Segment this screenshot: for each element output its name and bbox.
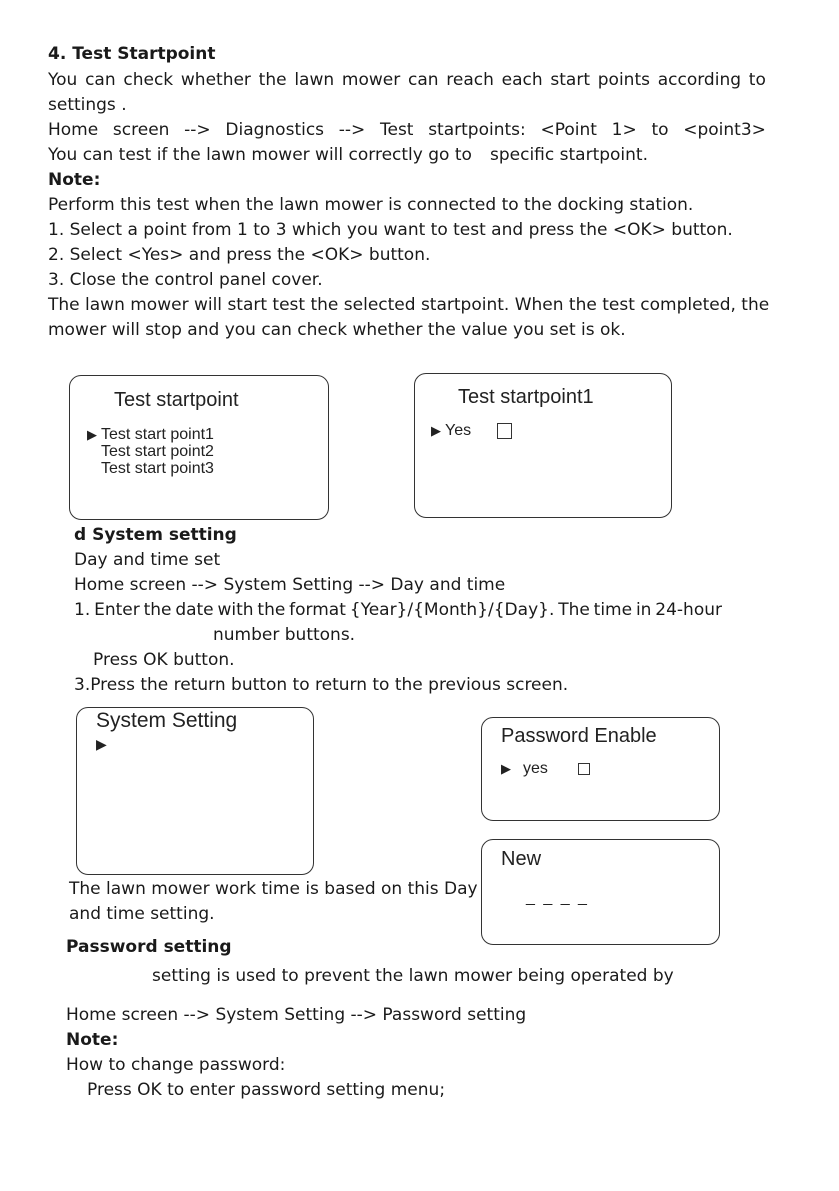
word: points <box>597 70 650 90</box>
new-password-panel <box>481 839 720 945</box>
step1-line <box>74 598 722 623</box>
menu-item-start-point2[interactable]: Test start point2 <box>101 443 214 460</box>
word: lawn <box>294 70 335 90</box>
worktime-line-2: and time setting. <box>69 904 215 924</box>
option-yes[interactable]: yes <box>523 760 548 777</box>
word: each <box>501 70 543 90</box>
word: The <box>558 600 590 620</box>
intro-line-2: settings . <box>48 95 127 115</box>
menu-item-start-point3[interactable]: Test start point3 <box>101 460 214 477</box>
path-part: Diagnostics <box>225 120 325 140</box>
yes-checkbox[interactable] <box>578 763 590 775</box>
word: with <box>217 600 254 620</box>
press-ok-enter-line: Press OK to enter password setting menu; <box>87 1080 446 1100</box>
path-part: Test <box>380 120 414 140</box>
word: according <box>657 70 742 90</box>
word: You <box>48 70 78 90</box>
section-heading-system-setting: d System setting <box>74 525 237 545</box>
worktime-line-1: The lawn mower work time is based on this Day <box>69 879 478 899</box>
test-startpoint1-panel <box>414 373 672 518</box>
yes-checkbox[interactable] <box>497 423 512 439</box>
panel-title: New <box>501 848 542 870</box>
word: start <box>550 70 591 90</box>
day-time-path: Home screen --> System Setting --> Day and time <box>74 575 506 595</box>
note-line: 3. Close the control panel cover. <box>48 270 323 290</box>
intro-line-1 <box>48 68 766 93</box>
option-yes[interactable]: Yes <box>445 422 472 439</box>
word: can <box>407 70 439 90</box>
word: time <box>593 600 633 620</box>
sub-heading-day-time: Day and time set <box>74 550 221 570</box>
path-part: <Point <box>540 120 597 140</box>
word: can <box>85 70 116 90</box>
note-label: Note: <box>66 1030 119 1050</box>
path-part: 1> <box>611 120 637 140</box>
path-part: --> <box>184 120 211 140</box>
word: format <box>289 600 346 620</box>
panel-title: System Setting <box>96 709 238 732</box>
password-digits-field[interactable]: _ _ _ _ <box>526 889 589 906</box>
selection-arrow-icon: ▶ <box>87 428 97 443</box>
selection-arrow-icon: ▶ <box>501 762 511 777</box>
word: mower <box>341 70 401 90</box>
section-heading-test-startpoint: 4. Test Startpoint <box>48 44 216 64</box>
note-line: 1. Select a point from 1 to 3 which you want to test and press the <OK> button. <box>48 220 733 240</box>
word: check <box>123 70 174 90</box>
path-part: to <box>651 120 669 140</box>
word: 24-hour <box>655 600 722 620</box>
step3-line: 3.Press the return button to return to the previous screen. <box>74 675 569 695</box>
word: the <box>257 600 286 620</box>
word: the <box>143 600 172 620</box>
path-part: screen <box>112 120 170 140</box>
word: 1. <box>74 600 91 620</box>
word: date <box>175 600 214 620</box>
selection-arrow-icon: ▶ <box>431 424 441 439</box>
note-line: 2. Select <Yes> and press the <OK> button. <box>48 245 431 265</box>
word: reach <box>446 70 494 90</box>
path-part: <point3> <box>683 120 766 140</box>
note-line: The lawn mower will start test the selected startpoint. When the test completed, the <box>48 295 770 315</box>
test-line-a: You can test if the lawn mower will correctly go to <box>48 145 472 165</box>
note-line: mower will stop and you can check whether the value you set is ok. <box>48 320 626 340</box>
word: whether <box>180 70 251 90</box>
diagnostics-path <box>48 118 766 143</box>
test-startpoint-panel <box>69 375 329 520</box>
word: to <box>748 70 766 90</box>
password-path: Home screen --> System Setting --> Password setting <box>66 1005 527 1025</box>
section-heading-password-setting: Password setting <box>66 937 232 957</box>
press-ok-line: Press OK button. <box>93 650 235 670</box>
system-setting-panel <box>76 707 314 875</box>
how-to-change-line: How to change password: <box>66 1055 286 1075</box>
step1-continued: number buttons. <box>213 625 356 645</box>
path-part: --> <box>338 120 366 140</box>
path-part: startpoints: <box>428 120 526 140</box>
test-line-b: specific startpoint. <box>490 145 648 165</box>
password-purpose-line: setting is used to prevent the lawn mower being operated by <box>152 966 674 986</box>
selection-arrow-icon: ▶ <box>96 737 107 753</box>
note-line: Perform this test when the lawn mower is connected to the docking station. <box>48 195 694 215</box>
panel-title: Test startpoint1 <box>458 386 594 408</box>
word: Enter <box>94 600 140 620</box>
note-label: Note: <box>48 170 101 190</box>
word: {Year}/{Month}/{Day}. <box>349 600 555 620</box>
password-enable-panel <box>481 717 720 821</box>
word: in <box>635 600 652 620</box>
panel-title: Test startpoint <box>114 389 239 411</box>
word: the <box>258 70 287 90</box>
path-part: Home <box>48 120 99 140</box>
panel-title: Password Enable <box>501 725 657 747</box>
menu-item-start-point1[interactable]: Test start point1 <box>101 426 214 443</box>
